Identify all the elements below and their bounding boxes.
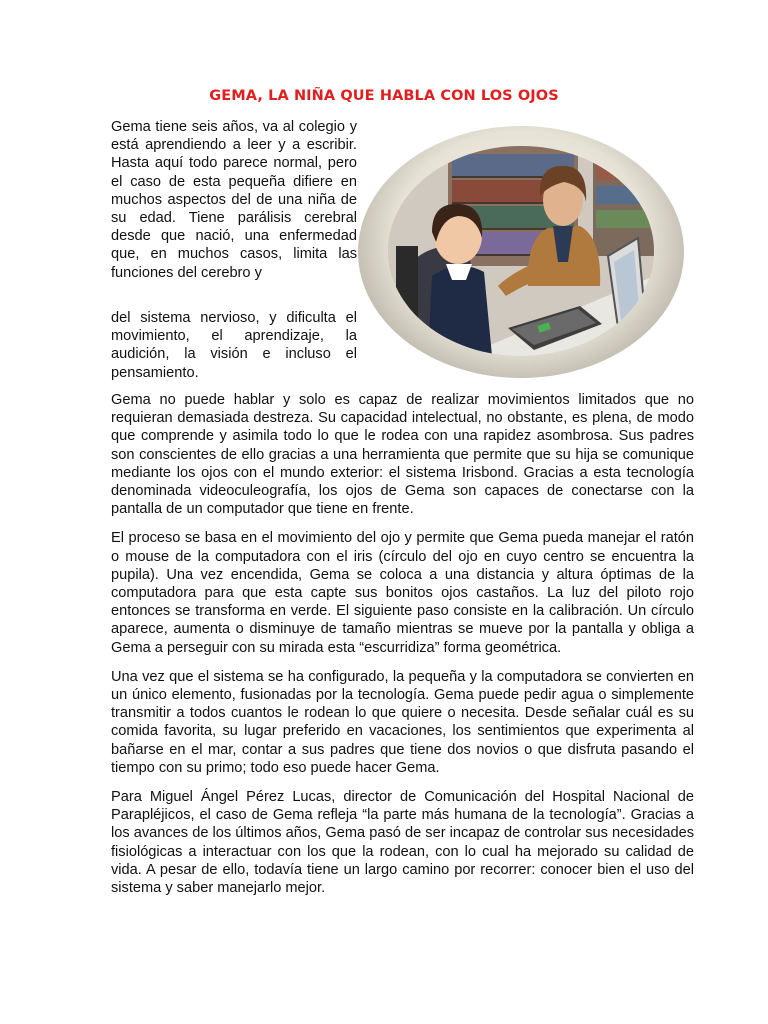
paragraph-1: Gema no puede hablar y solo es capaz de realizar movimientos limitados que no requieran demasiada destreza. Su capacidad intelectual, no obstante, es plena, de modo que comprende y asimila todo lo que le rodea con una rapidez asombrosa. Sus padres son conscientes de ello gracias a una herramienta que permite que su hija se comunique mediante los ojos con el mundo exterior: el sistema Irisbond. Gracias a esta tecnología denominada videoculeografía, los ojos de Gema son capaces de conectarse con la pantalla de un computador que tiene en frente. [111, 392, 694, 518]
photo-oval-frame [358, 126, 684, 378]
intro-text-part-2: del sistema nervioso, y dificulta el movimiento, el aprendizaje, la audición, la visión e incluso el pensamiento. [111, 310, 357, 381]
paragraph-3: Una vez que el sistema se ha configurado, la pequeña y la computadora se convierten en un único elemento, fusionadas por la tecnología. Gema puede pedir agua o simplemente transmitir a todos cuantos le rodean lo que quiere o necesita. Desde señalar cuál es su comida favorita, su lugar preferido en vacaciones, los sentimientos que experimenta al bañarse en el mar, contar a sus padres que tiene dos novios o que disfruta pasando el tiempo con su primo; todo eso puede hacer Gema. [111, 668, 694, 776]
paragraph-4: Para Miguel Ángel Pérez Lucas, director de Comunicación del Hospital Nacional de Parapléjicos, el caso de Gema refleja “la parte más humana de la tecnología”. Gracias a los avances de los últimos años, Gema pasó de ser incapaz de controlar sus necesidades fisiológicas a interactuar con los que la rodean, con lo cual ha mejorado su calidad de vida. A pesar de ello, todavía tiene un largo camino por recorrer: conocer bien el uso del sistema y saber manejarlo mejor. [111, 789, 694, 897]
article-body [111, 391, 694, 908]
photo-illustration [388, 146, 654, 356]
intro-text-part-1: Gema tiene seis años, va al colegio y está aprendiendo a leer y a escribir. Hasta aquí todo parece normal, pero el caso de esta pequeña difiere en muchos aspectos del de una niña de su edad. Tiene parálisis cerebral desde que nació, una enfermedad que, en muchos casos, limita las funciones del cerebro y [111, 119, 357, 281]
article-title: GEMA, LA NIÑA QUE HABLA CON LOS OJOS [209, 88, 559, 104]
photo-girl-at-computer [388, 146, 654, 356]
paragraph-2: El proceso se basa en el movimiento del ojo y permite que Gema pueda manejar el ratón o mouse de la computadora con el iris (círculo del ojo en cuyo centro se encuentra la pupila). Una vez encendida, Gema se coloca a una distancia y altura óptimas de la computadora para que esta capte sus bonitos ojos castaños. La luz del piloto rojo entonces se transforma en verde. El siguiente paso consiste en la calibración. Un círculo aparece, aumenta o disminuye de tamaño mientras se mueve por la pantalla y obliga a Gema a perseguir con su mirada esta “escurridiza” forma geométrica. [111, 530, 694, 656]
